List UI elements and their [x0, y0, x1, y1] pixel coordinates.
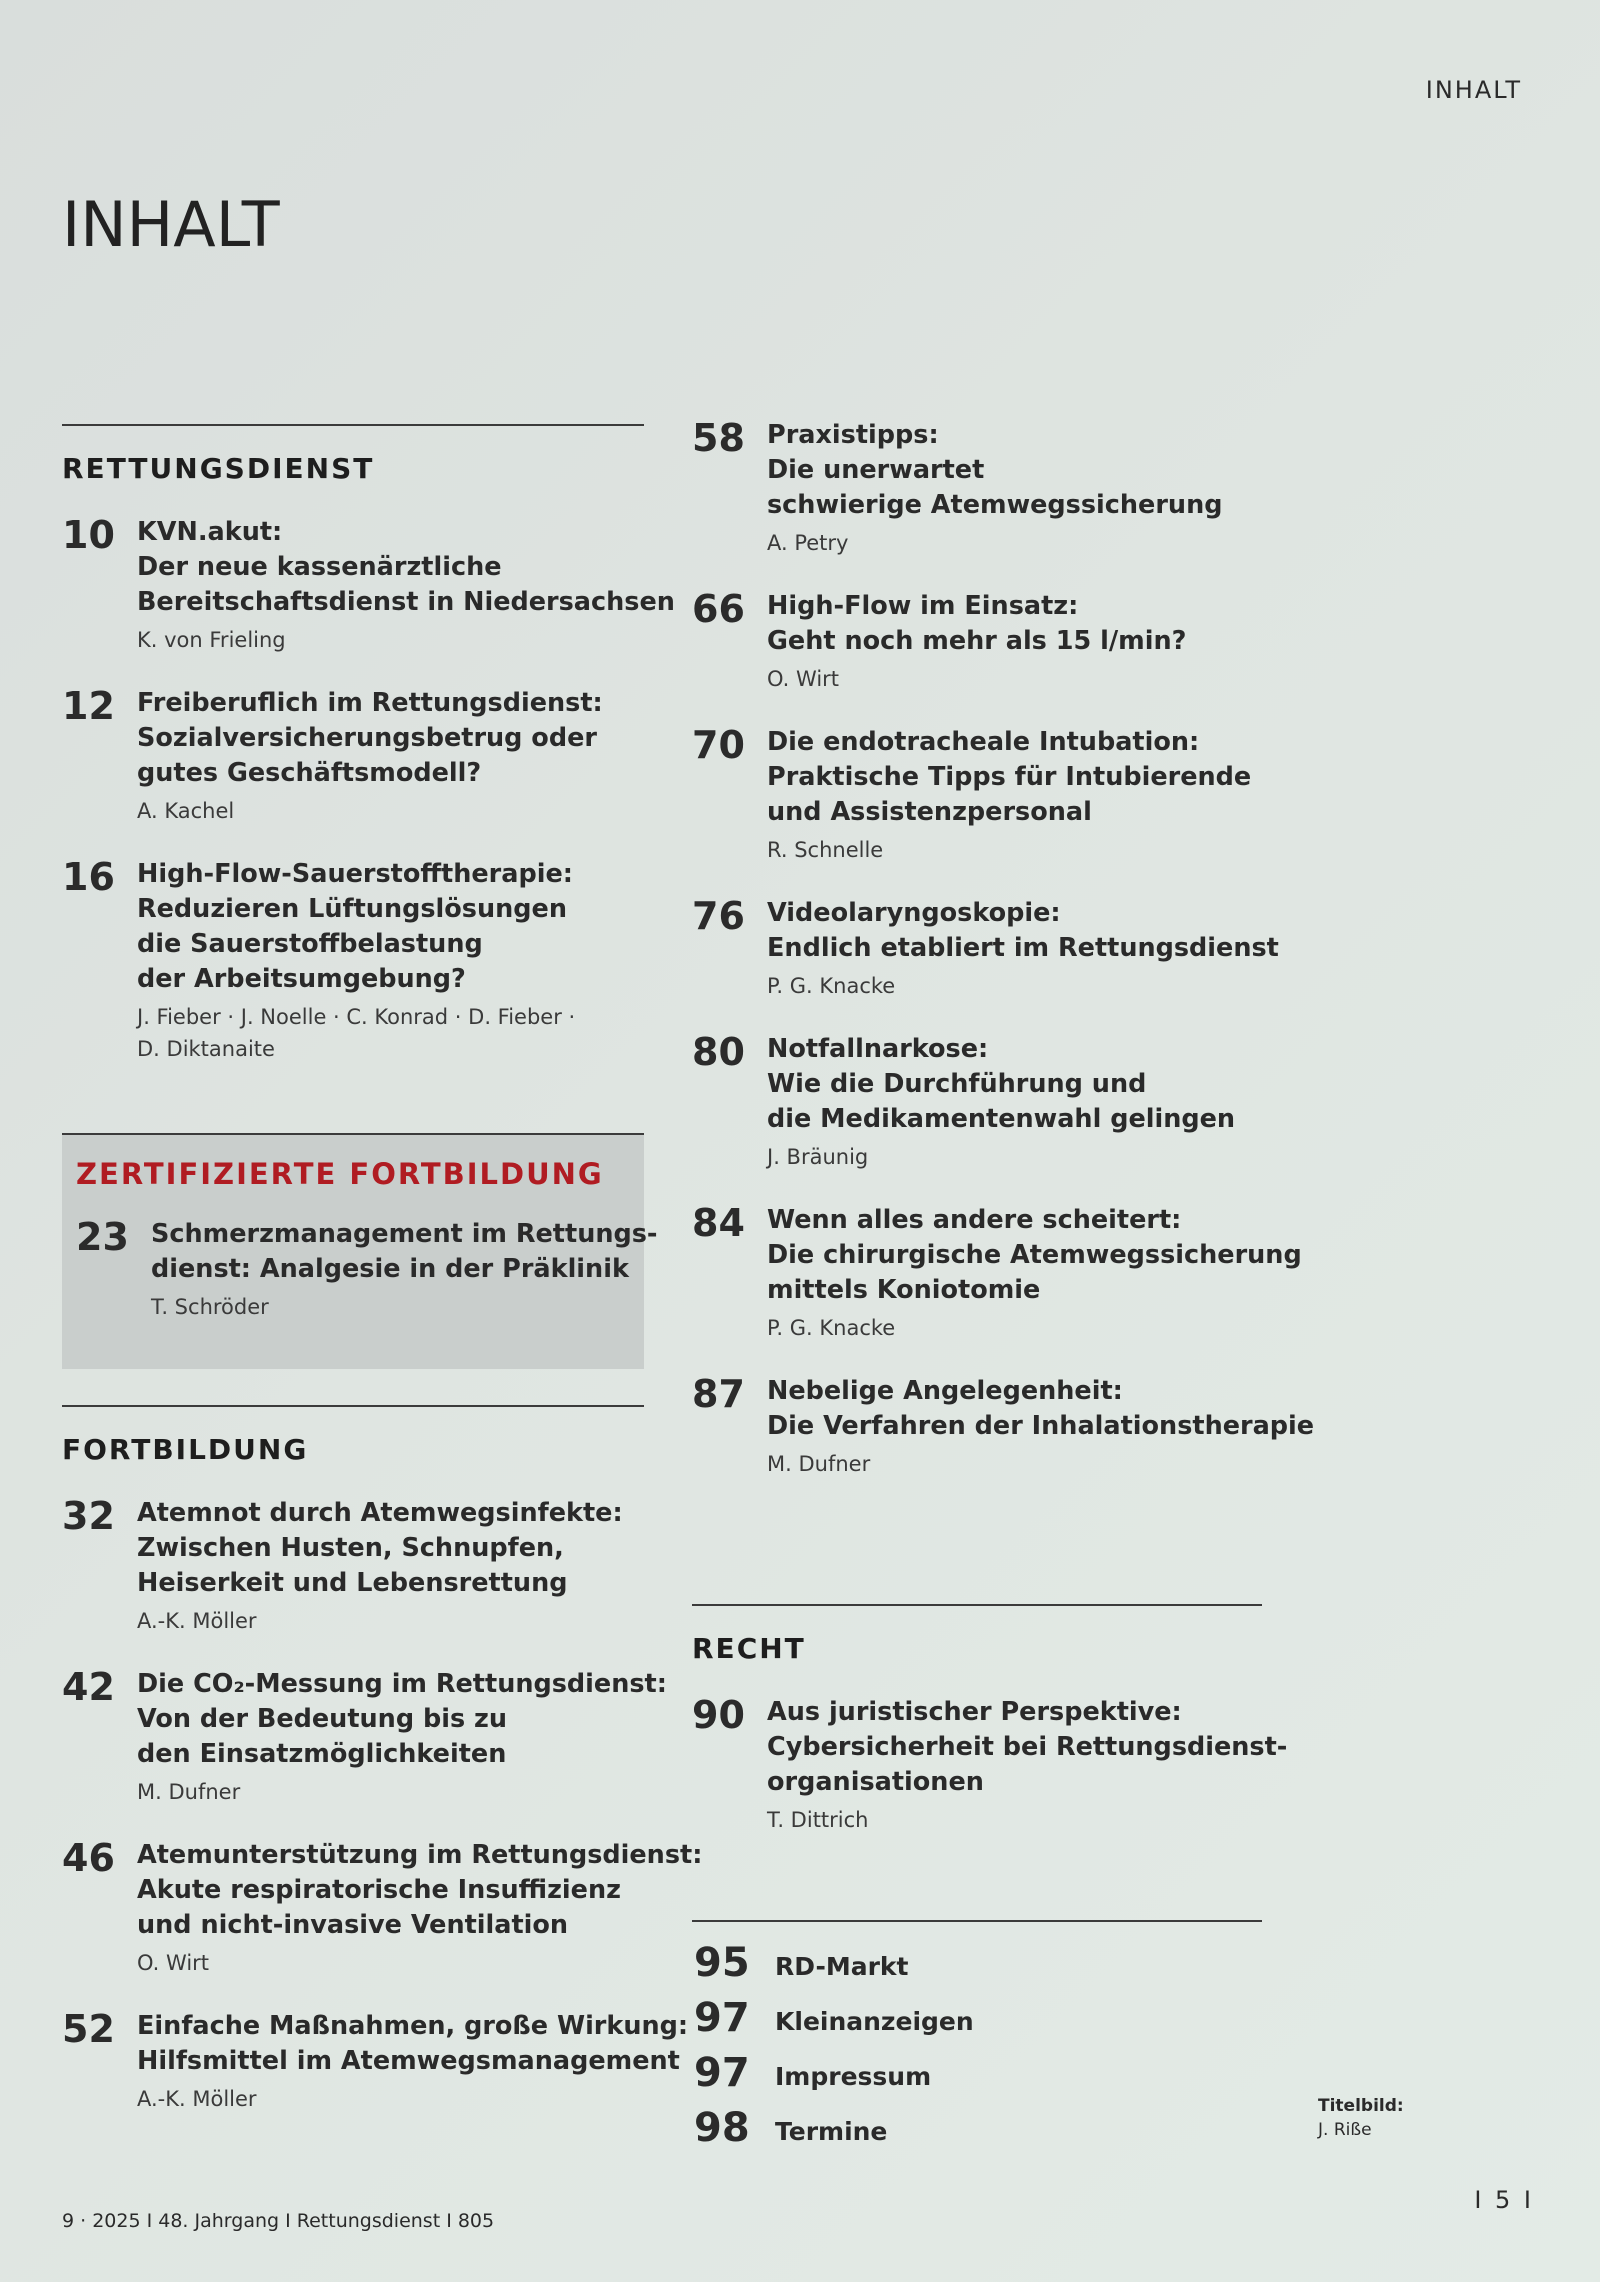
entry-title-line: Wenn alles andere scheitert: [767, 1205, 1182, 1235]
entry-title-line: und nicht-invasive Ventilation [137, 1910, 569, 1940]
entry-title-line: Die unerwartet [767, 455, 985, 485]
entry-title [137, 515, 675, 620]
section-divider [62, 424, 644, 426]
entry-author-line: T. Dittrich [767, 1808, 869, 1832]
entry-title-line: Nebelige Angelegenheit: [767, 1376, 1123, 1406]
entry-author-line: A. Petry [767, 531, 849, 555]
toc-entry [62, 857, 644, 1065]
entry-author [767, 1312, 1292, 1344]
toc-entry [692, 1693, 1288, 1836]
section-fortbildung [62, 1405, 703, 2145]
toc-entry [692, 589, 1292, 695]
entry-author [767, 834, 1292, 866]
entry-page-number: 46 [62, 1836, 115, 1880]
toc-entry [62, 1496, 644, 1637]
toc-entry [692, 1372, 1315, 1480]
entry-title-line: High-Flow-Sauerstofftherapie: [137, 859, 573, 889]
entry-author-line: J. Bräunig [767, 1145, 869, 1169]
entry-title-line: der Arbeitsumgebung? [137, 964, 466, 994]
entry-author [767, 1448, 1292, 1480]
cover-credit [1318, 2094, 1404, 2142]
entry-page-number: 70 [692, 723, 745, 767]
entry-title-line: gutes Geschäftsmodell? [137, 758, 482, 788]
entry-author-line: A.-K. Möller [137, 1609, 257, 1633]
entry-page-number: 10 [62, 513, 115, 557]
entry-title-line: schwierige Atemwegssicherung [767, 490, 1223, 520]
entry-title-line: mittels Koniotomie [767, 1275, 1041, 1305]
entry-author [767, 663, 1292, 695]
cover-credit-label: Titelbild: [1318, 2096, 1404, 2116]
section-heading: ZERTIFIZIERTE FORTBILDUNG [76, 1157, 604, 1191]
entry-title-line: die Sauerstoffbelastung [137, 929, 483, 959]
entry-author-line: O. Wirt [767, 667, 840, 691]
section-heading: FORTBILDUNG [62, 1433, 309, 1466]
section-heading: RECHT [692, 1632, 806, 1665]
entry-title [151, 1217, 658, 1287]
entry-title [767, 1203, 1302, 1308]
entry-title-line: Notfallnarkose: [767, 1034, 989, 1064]
entry-page-number: 80 [692, 1030, 745, 1074]
entry-author [137, 2083, 644, 2115]
misc-page-number: 98 [694, 2105, 750, 2151]
entry-title [137, 857, 644, 997]
entry-title-line: Der neue kassenärztliche [137, 552, 502, 582]
entry-title-line: Geht noch mehr als 15 l/min? [767, 626, 1187, 656]
entry-author-line: P. G. Knacke [767, 974, 896, 998]
toc-entry [692, 418, 1292, 559]
entry-title [767, 1032, 1292, 1137]
entry-author [137, 624, 644, 656]
entry-title-line: Sozialversicherungsbetrug oder [137, 723, 597, 753]
toc-entry [692, 725, 1292, 866]
toc-entry [692, 1032, 1292, 1173]
entry-title-line: Einfache Maßnahmen, große Wirkung: [137, 2011, 689, 2041]
page-title: INHALT [62, 188, 280, 261]
entry-author [137, 1947, 644, 1979]
section-heading: RETTUNGSDIENST [62, 452, 375, 485]
entry-title-line: Bereitschaftsdienst in Niedersachsen [137, 587, 675, 617]
toc-entry [62, 686, 644, 827]
section-right-entries [692, 416, 1315, 1510]
entry-title-line: KVN.akut: [137, 517, 283, 547]
entry-page-number: 52 [62, 2007, 115, 2051]
entry-page-number: 84 [692, 1201, 745, 1245]
misc-list-item [692, 2050, 1262, 2105]
entry-title-line: dienst: Analgesie in der Präklinik [151, 1254, 629, 1284]
entry-title-line: Die endotracheale Intubation: [767, 727, 1200, 757]
entry-title-line: Praxistipps: [767, 420, 939, 450]
entry-title-line: High-Flow im Einsatz: [767, 591, 1079, 621]
toc-entry [62, 1665, 667, 1808]
entry-page-number: 23 [76, 1215, 129, 1259]
entry-title [767, 418, 1292, 523]
entry-author [151, 1291, 630, 1323]
misc-page-number: 97 [694, 2050, 750, 2096]
entry-title-line: die Medikamentenwahl gelingen [767, 1104, 1236, 1134]
section-divider [692, 1920, 1262, 1922]
entry-title [137, 686, 644, 791]
entry-author-line: A. Kachel [137, 799, 235, 823]
entry-author [137, 795, 644, 827]
entry-title [137, 2009, 689, 2079]
misc-list-item [692, 2105, 1262, 2160]
section-zertifizierte-fortbildung [62, 1133, 658, 1369]
misc-label: RD-Markt [775, 1952, 909, 1981]
entry-title-line: Die chirurgische Atemwegssicherung [767, 1240, 1302, 1270]
entry-author-line: R. Schnelle [767, 838, 884, 862]
misc-page-number: 95 [694, 1940, 750, 1986]
misc-label: Termine [775, 2117, 888, 2146]
entry-author-line: D. Diktanaite [137, 1037, 275, 1061]
misc-list-item [692, 1995, 1262, 2050]
entry-page-number: 12 [62, 684, 115, 728]
entry-title-line: Die Verfahren der Inhalationstherapie [767, 1411, 1315, 1441]
misc-label: Impressum [775, 2062, 932, 2091]
entry-page-number: 66 [692, 587, 745, 631]
entry-author-line: M. Dufner [767, 1452, 871, 1476]
entry-author [137, 1605, 644, 1637]
entry-title-line: Zwischen Husten, Schnupfen, [137, 1533, 564, 1563]
entry-author-line: O. Wirt [137, 1951, 210, 1975]
entry-author-line: K. von Frieling [137, 628, 286, 652]
entry-title-line: Wie die Durchführung und [767, 1069, 1147, 1099]
entry-author [767, 1141, 1292, 1173]
misc-list [692, 1920, 1262, 2160]
section-divider [62, 1405, 644, 1407]
entry-title [767, 896, 1292, 966]
toc-entry [62, 513, 675, 656]
entry-page-number: 87 [692, 1372, 745, 1416]
entry-title-line: Freiberuflich im Rettungsdienst: [137, 688, 603, 718]
page-number: I 5 I [1474, 2186, 1534, 2214]
section-divider [692, 1604, 1262, 1606]
entry-author-line: P. G. Knacke [767, 1316, 896, 1340]
toc-entry [76, 1215, 658, 1323]
entry-title [137, 1496, 644, 1601]
entry-title-line: Aus juristischer Perspektive: [767, 1697, 1182, 1727]
entry-title-line: Die CO₂-Messung im Rettungsdienst: [137, 1669, 667, 1699]
entry-title [767, 1374, 1315, 1444]
entry-title [137, 1667, 667, 1772]
toc-entry [692, 896, 1292, 1002]
section-recht [692, 1604, 1288, 1866]
entry-author [767, 1804, 1262, 1836]
entry-title-line: Praktische Tipps für Intubierende [767, 762, 1252, 792]
entry-title-line: organisationen [767, 1767, 984, 1797]
entry-title-line: Atemnot durch Atemwegsinfekte: [137, 1498, 623, 1528]
entry-title-line: den Einsatzmöglichkeiten [137, 1739, 507, 1769]
entry-title [767, 1695, 1288, 1800]
entry-title-line: Cybersicherheit bei Rettungsdienst- [767, 1732, 1288, 1762]
misc-page-number: 97 [694, 1995, 750, 2041]
entry-author-line: M. Dufner [137, 1780, 241, 1804]
entry-title-line: Videolaryngoskopie: [767, 898, 1061, 928]
entry-title-line: Von der Bedeutung bis zu [137, 1704, 507, 1734]
footer-issue-info: 9 · 2025 I 48. Jahrgang I Rettungsdienst I 805 [62, 2210, 495, 2232]
toc-entry [62, 2007, 689, 2115]
entry-title-line: Hilfsmittel im Atemwegsmanagement [137, 2046, 680, 2076]
running-header: INHALT [1425, 76, 1522, 104]
entry-author [137, 1776, 644, 1808]
entry-page-number: 16 [62, 855, 115, 899]
entry-page-number: 42 [62, 1665, 115, 1709]
cover-credit-name: J. Riße [1318, 2120, 1372, 2140]
entry-title-line: Endlich etabliert im Rettungsdienst [767, 933, 1279, 963]
entry-author-line: T. Schröder [151, 1295, 269, 1319]
entry-title [767, 725, 1292, 830]
entry-title-line: und Assistenzpersonal [767, 797, 1092, 827]
entry-author-line: J. Fieber · J. Noelle · C. Konrad · D. Fieber · [137, 1005, 576, 1029]
highlight-box [62, 1135, 658, 1369]
section-rettungsdienst [62, 424, 675, 1095]
toc-entry [62, 1836, 703, 1979]
entry-author-line: A.-K. Möller [137, 2087, 257, 2111]
entry-author [767, 527, 1292, 559]
entry-page-number: 58 [692, 416, 745, 460]
entry-title [767, 589, 1292, 659]
misc-label: Kleinanzeigen [775, 2007, 974, 2036]
misc-list-item [692, 1940, 1262, 1995]
entry-page-number: 32 [62, 1494, 115, 1538]
entry-title-line: Heiserkeit und Lebensrettung [137, 1568, 568, 1598]
entry-author [767, 970, 1292, 1002]
entry-author [137, 1001, 644, 1065]
entry-title-line: Atemunterstützung im Rettungsdienst: [137, 1840, 703, 1870]
entry-title-line: Schmerzmanagement im Rettungs- [151, 1219, 658, 1249]
entry-title-line: Reduzieren Lüftungslösungen [137, 894, 567, 924]
entry-title [137, 1838, 703, 1943]
entry-page-number: 76 [692, 894, 745, 938]
entry-title-line: Akute respiratorische Insuffizienz [137, 1875, 621, 1905]
toc-entry [692, 1201, 1302, 1344]
entry-page-number: 90 [692, 1693, 745, 1737]
